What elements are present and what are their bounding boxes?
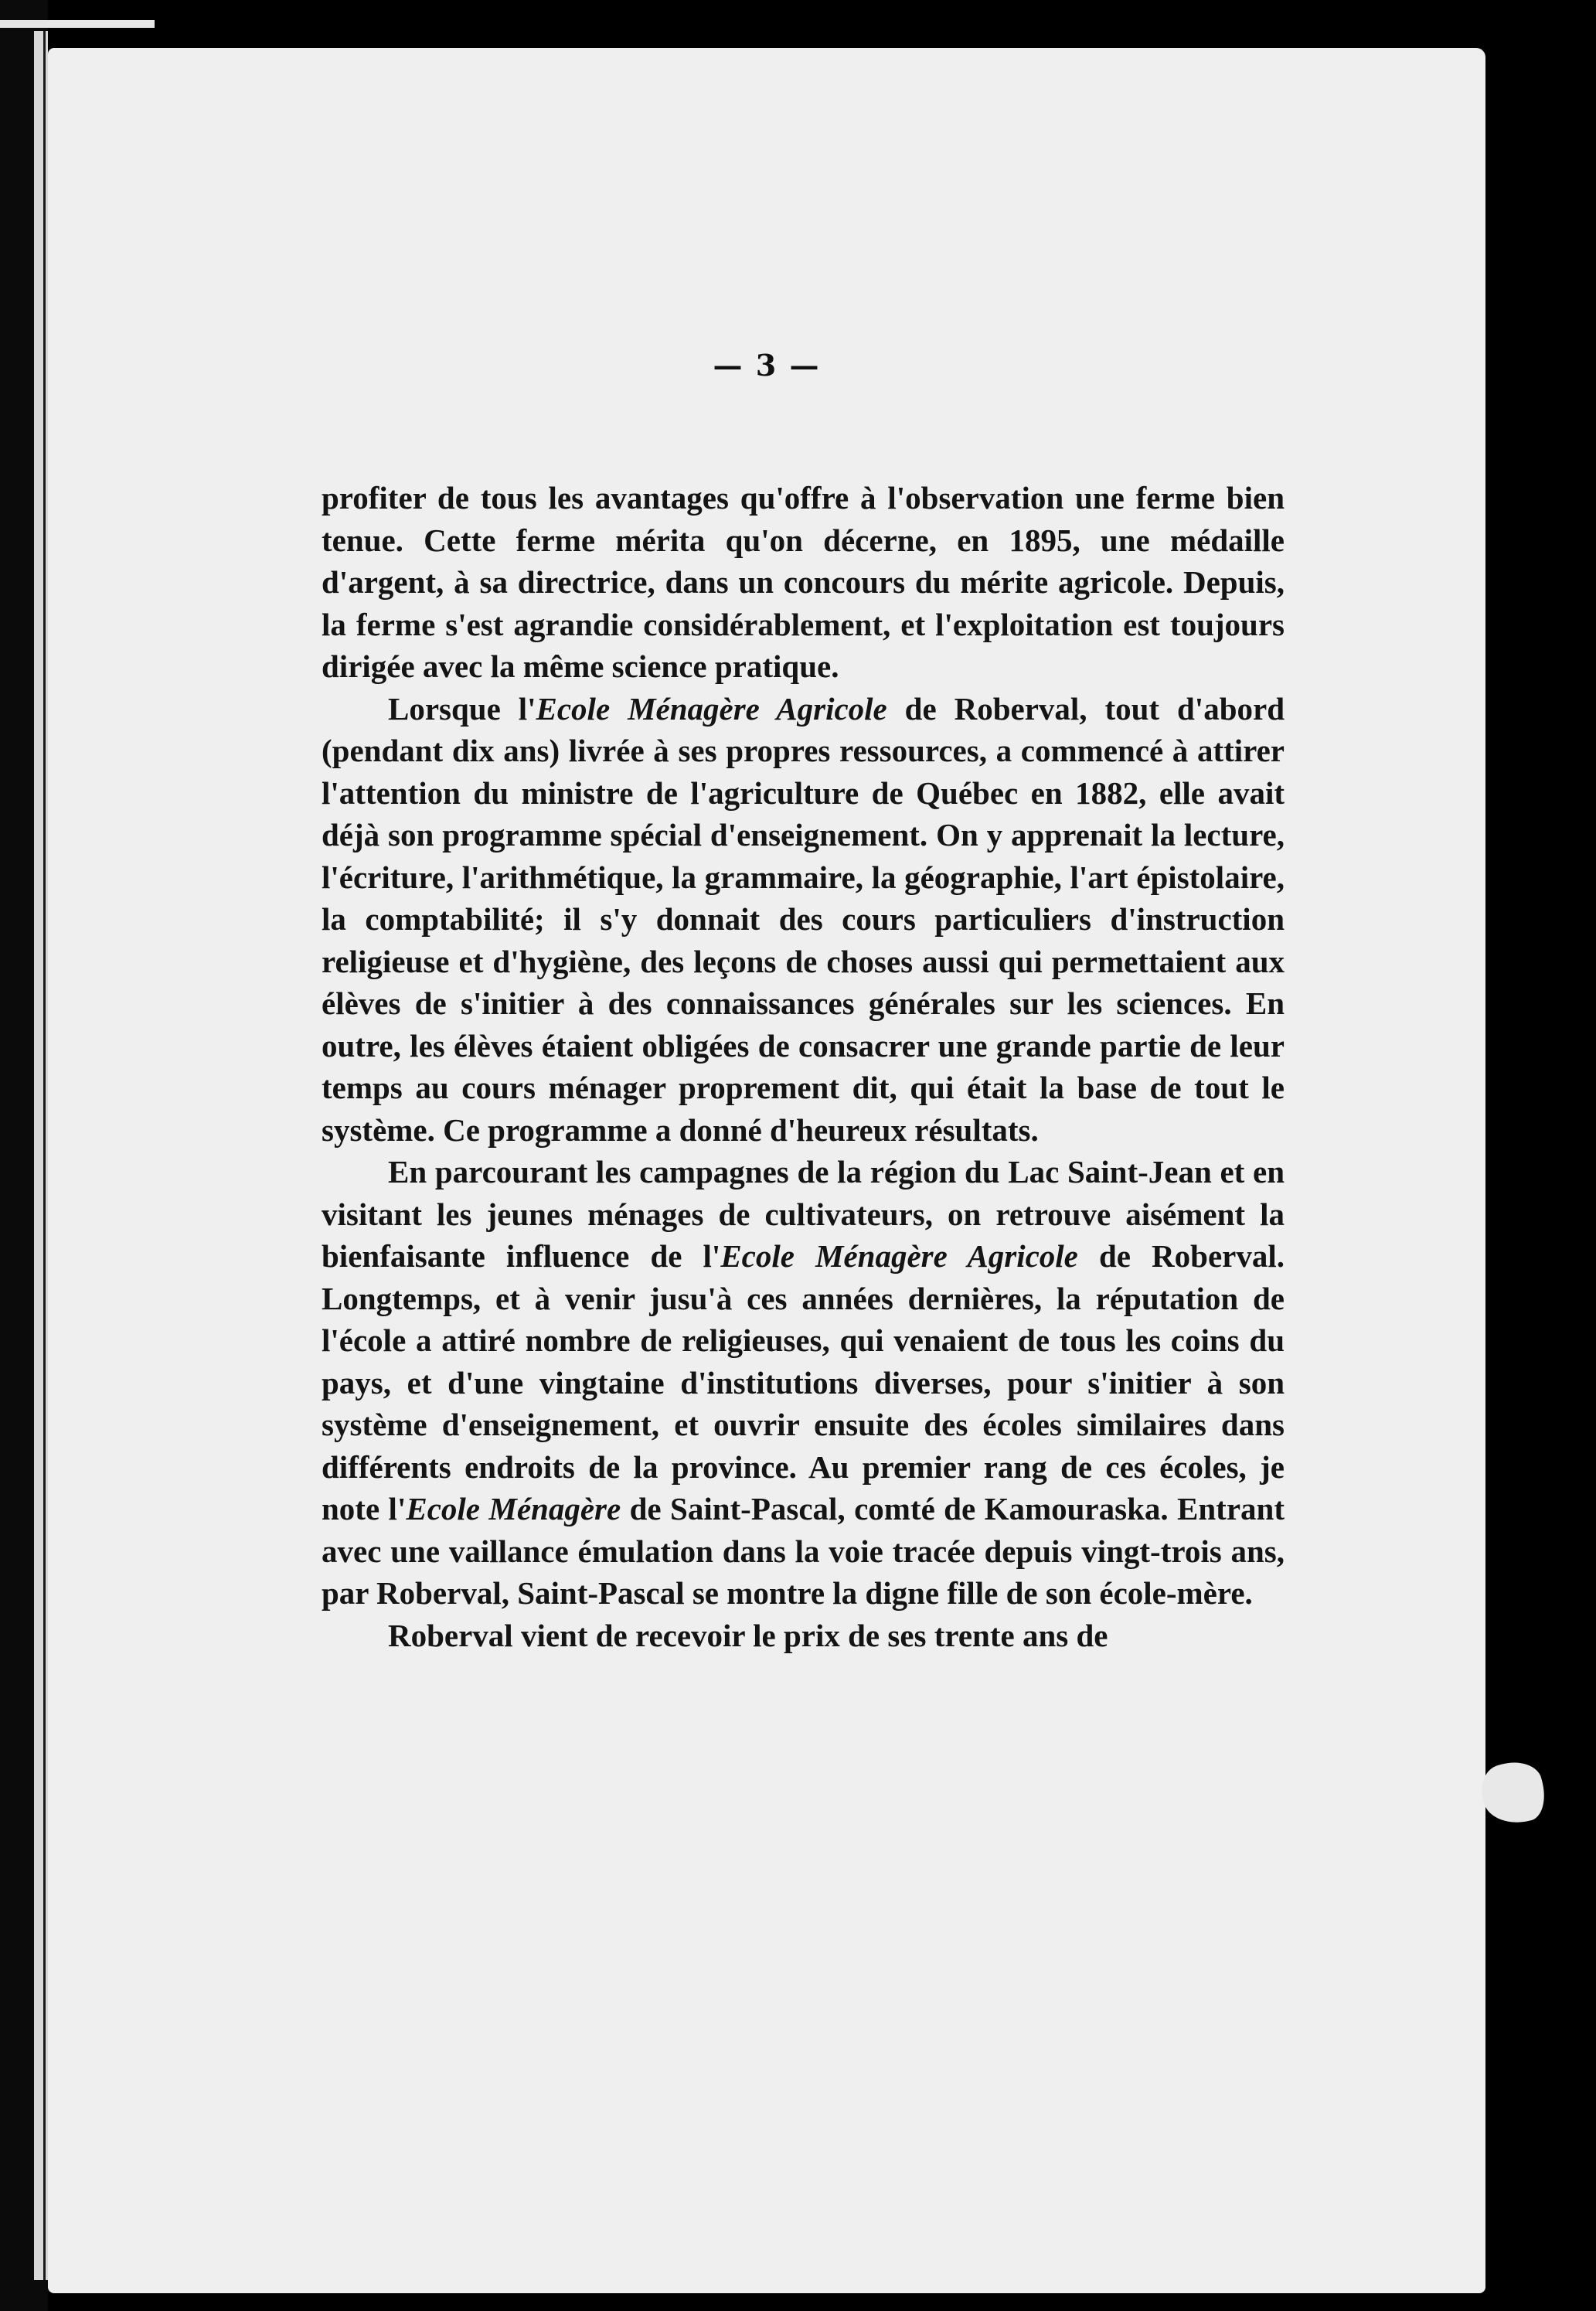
italic-title-run: Ecole Ménagère Agricole [720, 1238, 1078, 1274]
body-text [322, 477, 1285, 1656]
binding-rule [43, 31, 46, 2280]
italic-title-run: Ecole Ménagère Agricole [536, 690, 887, 727]
scan-blot-mark [1475, 1755, 1551, 1831]
paragraph [322, 1615, 1285, 1657]
paragraph [322, 1151, 1285, 1615]
text-run: Lorsque l' [388, 690, 536, 727]
text-run: Roberval vient de recevoir le prix de ses trente ans de [388, 1617, 1108, 1653]
text-run: de Roberval. Longtemps, et à venir jusu'à ces années dernières, la réputation de l'école a attiré nombre de religieuses, qui venaient de tous les coins du pays, et d'une vingtaine d'institutions diverses, pour s'initier à son système d'enseignement, et ouvrir ensuite des écoles similaires dans différents endroits de la province. Au premier rang de ces écoles, je note l' [322, 1238, 1285, 1526]
text-run: de Saint-Pascal, comté de Kamouraska. Entrant avec une vaillance émulation dans la voie tracée depuis vingt-trois ans, par Roberval, Saint-Pascal se montre la digne fille de son école-mère. [322, 1491, 1285, 1611]
scan-binding-edge [0, 0, 48, 2311]
scan-top-tab [0, 20, 155, 28]
page-number: — 3 — [713, 348, 821, 383]
text-run: En parcourant les campagnes de la région du Lac Saint-Jean et en visitant les jeunes ménages de cultivateurs, on retrouve aisément la bienfaisante influence de l' [322, 1154, 1285, 1274]
text-run: de Roberval, tout d'abord (pendant dix ans) livrée à ses propres ressources, a commencé à attirer l'attention du ministre de l'agriculture de Québec en 1882, elle avait déjà son programme spécial d'enseignement. On y apprenait la lecture, l'écriture, l'arithmétique, la grammaire, la géographie, l'art épistolaire, la comptabilité; il s'y donnait des cours particuliers d'instruction religieuse et d'hygiène, des leçons de choses aussi qui permettaient aux élèves de s'initier à des connaissances générales sur les sciences. En outre, les élèves étaient obligées de consacrer une grande partie de leur temps au cours ménager proprement dit, qui était la base de tout le système. Ce programme a donné d'heureux résultats. [322, 690, 1285, 1148]
page-edge-shadow [34, 31, 48, 2280]
document-page [48, 48, 1485, 2293]
paragraph [322, 688, 1285, 1152]
italic-title-run: Ecole Ménagère [406, 1491, 621, 1526]
paragraph [322, 477, 1285, 688]
text-run: profiter de tous les avantages qu'offre à l'observation une ferme bien tenue. Cette ferme mérita qu'on décerne, en 1895, une médaille d'argent, à sa directrice, dans un concours du mérite agricole. Depuis, la ferme s'est agrandie considérablement, et l'exploitation est toujours dirigée avec la même science pratique. [322, 480, 1285, 684]
